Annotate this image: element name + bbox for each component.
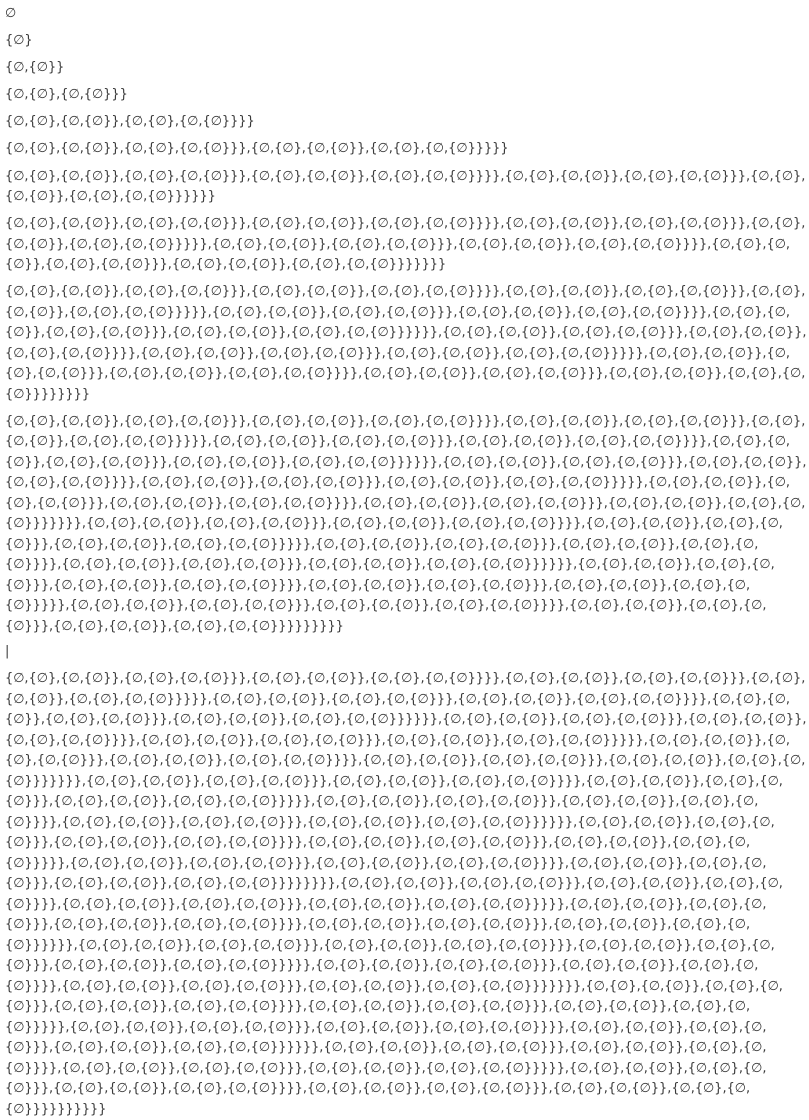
- set-line-3: {∅,{∅},{∅,{∅}}}: [5, 87, 128, 103]
- set-line-9: {∅,{∅},{∅,{∅}},{∅,{∅},{∅,{∅}}},{∅,{∅},{∅,{∅}},{∅,{∅},{∅,{∅}}}},{∅,{∅},{∅,{∅}},{∅,{∅},{∅,{∅}}},{∅,{∅},{∅,{∅}},{∅,{∅},{∅,{∅}}}}},{∅,{∅},{∅,{∅}},{∅,{∅},{∅,{∅}}},{∅,{∅},{∅,{∅}},{∅,{∅},{∅,{∅}}}},{∅,{∅},{∅,{∅}},{∅,{∅},{∅,{∅}}},{∅,{∅},{∅,{∅}},{∅,{∅},{∅,{∅}}}}}},{∅,{∅},{∅,{∅}},{∅,{∅},{∅,{∅}}},{∅,{∅},{∅,{∅}},{∅,{∅},{∅,{∅}}}},{∅,{∅},{∅,{∅}},{∅,{∅},{∅,{∅}}},{∅,{∅},{∅,{∅}},{∅,{∅},{∅,{∅}}}}},{∅,{∅},{∅,{∅}},{∅,{∅},{∅,{∅}}},{∅,{∅},{∅,{∅}},{∅,{∅},{∅,{∅}}}},{∅,{∅},{∅,{∅}},{∅,{∅},{∅,{∅}}},{∅,{∅},{∅,{∅}},{∅,{∅},{∅,{∅}}}}}}},{∅,{∅},{∅,{∅}},{∅,{∅},{∅,{∅}}},{∅,{∅},{∅,{∅}},{∅,{∅},{∅,{∅}}}},{∅,{∅},{∅,{∅}},{∅,{∅},{∅,{∅}}},{∅,{∅},{∅,{∅}},{∅,{∅},{∅,{∅}}}}},{∅,{∅},{∅,{∅}},{∅,{∅},{∅,{∅}}},{∅,{∅},{∅,{∅}},{∅,{∅},{∅,{∅}}}},{∅,{∅},{∅,{∅}},{∅,{∅},{∅,{∅}}},{∅,{∅},{∅,{∅}},{∅,{∅},{∅,{∅}}}}}},{∅,{∅},{∅,{∅}},{∅,{∅},{∅,{∅}}},{∅,{∅},{∅,{∅}},{∅,{∅},{∅,{∅}}}},{∅,{∅},{∅,{∅}},{∅,{∅},{∅,{∅}}},{∅,{∅},{∅,{∅}},{∅,{∅},{∅,{∅}}}}},{∅,{∅},{∅,{∅}},{∅,{∅},{∅,{∅}}},{∅,{∅},{∅,{∅}},{∅,{∅},{∅,{∅}}}},{∅,{∅},{∅,{∅}},{∅,{∅},{∅,{∅}}},{∅,{∅},{∅,{∅}},{∅,{∅},{∅,{∅}}}}}}}}}: [5, 413, 807, 634]
- set-line-4: {∅,{∅},{∅,{∅}},{∅,{∅},{∅,{∅}}}}: [5, 114, 255, 130]
- set-line-6: {∅,{∅},{∅,{∅}},{∅,{∅},{∅,{∅}}},{∅,{∅},{∅,{∅}},{∅,{∅},{∅,{∅}}}},{∅,{∅},{∅,{∅}},{∅,{∅},{∅,{∅}}},{∅,{∅},{∅,{∅}},{∅,{∅},{∅,{∅}}}}}}: [5, 168, 806, 205]
- set-line-7: {∅,{∅},{∅,{∅}},{∅,{∅},{∅,{∅}}},{∅,{∅},{∅,{∅}},{∅,{∅},{∅,{∅}}}},{∅,{∅},{∅,{∅}},{∅,{∅},{∅,{∅}}},{∅,{∅},{∅,{∅}},{∅,{∅},{∅,{∅}}}}},{∅,{∅},{∅,{∅}},{∅,{∅},{∅,{∅}}},{∅,{∅},{∅,{∅}},{∅,{∅},{∅,{∅}}}},{∅,{∅},{∅,{∅}},{∅,{∅},{∅,{∅}}},{∅,{∅},{∅,{∅}},{∅,{∅},{∅,{∅}}}}}}}: [5, 216, 806, 273]
- set-line-5: {∅,{∅},{∅,{∅}},{∅,{∅},{∅,{∅}}},{∅,{∅},{∅,{∅}},{∅,{∅},{∅,{∅}}}}}: [5, 141, 509, 157]
- set-line-1: {∅}: [5, 33, 33, 49]
- set-line-0: ∅: [5, 6, 17, 21]
- set-line-8: {∅,{∅},{∅,{∅}},{∅,{∅},{∅,{∅}}},{∅,{∅},{∅,{∅}},{∅,{∅},{∅,{∅}}}},{∅,{∅},{∅,{∅}},{∅,{∅},{∅,{∅}}},{∅,{∅},{∅,{∅}},{∅,{∅},{∅,{∅}}}}},{∅,{∅},{∅,{∅}},{∅,{∅},{∅,{∅}}},{∅,{∅},{∅,{∅}},{∅,{∅},{∅,{∅}}}},{∅,{∅},{∅,{∅}},{∅,{∅},{∅,{∅}}},{∅,{∅},{∅,{∅}},{∅,{∅},{∅,{∅}}}}}},{∅,{∅},{∅,{∅}},{∅,{∅},{∅,{∅}}},{∅,{∅},{∅,{∅}},{∅,{∅},{∅,{∅}}}},{∅,{∅},{∅,{∅}},{∅,{∅},{∅,{∅}}},{∅,{∅},{∅,{∅}},{∅,{∅},{∅,{∅}}}}},{∅,{∅},{∅,{∅}},{∅,{∅},{∅,{∅}}},{∅,{∅},{∅,{∅}},{∅,{∅},{∅,{∅}}}},{∅,{∅},{∅,{∅}},{∅,{∅},{∅,{∅}}},{∅,{∅},{∅,{∅}},{∅,{∅},{∅,{∅}}}}}}}}: [5, 284, 807, 402]
- set-line-2: {∅,{∅}}: [5, 60, 65, 76]
- text-cursor-mark: |: [5, 643, 10, 659]
- set-line-10: {∅,{∅},{∅,{∅}},{∅,{∅},{∅,{∅}}},{∅,{∅},{∅,{∅}},{∅,{∅},{∅,{∅}}}},{∅,{∅},{∅,{∅}},{∅,{∅},{∅,{∅}}},{∅,{∅},{∅,{∅}},{∅,{∅},{∅,{∅}}}}},{∅,{∅},{∅,{∅}},{∅,{∅},{∅,{∅}}},{∅,{∅},{∅,{∅}},{∅,{∅},{∅,{∅}}}},{∅,{∅},{∅,{∅}},{∅,{∅},{∅,{∅}}},{∅,{∅},{∅,{∅}},{∅,{∅},{∅,{∅}}}}}},{∅,{∅},{∅,{∅}},{∅,{∅},{∅,{∅}}},{∅,{∅},{∅,{∅}},{∅,{∅},{∅,{∅}}}},{∅,{∅},{∅,{∅}},{∅,{∅},{∅,{∅}}},{∅,{∅},{∅,{∅}},{∅,{∅},{∅,{∅}}}}},{∅,{∅},{∅,{∅}},{∅,{∅},{∅,{∅}}},{∅,{∅},{∅,{∅}},{∅,{∅},{∅,{∅}}}},{∅,{∅},{∅,{∅}},{∅,{∅},{∅,{∅}}},{∅,{∅},{∅,{∅}},{∅,{∅},{∅,{∅}}}}}}},{∅,{∅},{∅,{∅}},{∅,{∅},{∅,{∅}}},{∅,{∅},{∅,{∅}},{∅,{∅},{∅,{∅}}}},{∅,{∅},{∅,{∅}},{∅,{∅},{∅,{∅}}},{∅,{∅},{∅,{∅}},{∅,{∅},{∅,{∅}}}}},{∅,{∅},{∅,{∅}},{∅,{∅},{∅,{∅}}},{∅,{∅},{∅,{∅}},{∅,{∅},{∅,{∅}}}},{∅,{∅},{∅,{∅}},{∅,{∅},{∅,{∅}}},{∅,{∅},{∅,{∅}},{∅,{∅},{∅,{∅}}}}}},{∅,{∅},{∅,{∅}},{∅,{∅},{∅,{∅}}},{∅,{∅},{∅,{∅}},{∅,{∅},{∅,{∅}}}},{∅,{∅},{∅,{∅}},{∅,{∅},{∅,{∅}}},{∅,{∅},{∅,{∅}},{∅,{∅},{∅,{∅}}}}},{∅,{∅},{∅,{∅}},{∅,{∅},{∅,{∅}}},{∅,{∅},{∅,{∅}},{∅,{∅},{∅,{∅}}}},{∅,{∅},{∅,{∅}},{∅,{∅},{∅,{∅}}},{∅,{∅},{∅,{∅}},{∅,{∅},{∅,{∅}}}}}}}},{∅,{∅},{∅,{∅}},{∅,{∅},{∅,{∅}}},{∅,{∅},{∅,{∅}},{∅,{∅},{∅,{∅}}}},{∅,{∅},{∅,{∅}},{∅,{∅},{∅,{∅}}},{∅,{∅},{∅,{∅}},{∅,{∅},{∅,{∅}}}}},{∅,{∅},{∅,{∅}},{∅,{∅},{∅,{∅}}},{∅,{∅},{∅,{∅}},{∅,{∅},{∅,{∅}}}},{∅,{∅},{∅,{∅}},{∅,{∅},{∅,{∅}}},{∅,{∅},{∅,{∅}},{∅,{∅},{∅,{∅}}}}}},{∅,{∅},{∅,{∅}},{∅,{∅},{∅,{∅}}},{∅,{∅},{∅,{∅}},{∅,{∅},{∅,{∅}}}},{∅,{∅},{∅,{∅}},{∅,{∅},{∅,{∅}}},{∅,{∅},{∅,{∅}},{∅,{∅},{∅,{∅}}}}},{∅,{∅},{∅,{∅}},{∅,{∅},{∅,{∅}}},{∅,{∅},{∅,{∅}},{∅,{∅},{∅,{∅}}}},{∅,{∅},{∅,{∅}},{∅,{∅},{∅,{∅}}},{∅,{∅},{∅,{∅}},{∅,{∅},{∅,{∅}}}}}}},{∅,{∅},{∅,{∅}},{∅,{∅},{∅,{∅}}},{∅,{∅},{∅,{∅}},{∅,{∅},{∅,{∅}}}},{∅,{∅},{∅,{∅}},{∅,{∅},{∅,{∅}}},{∅,{∅},{∅,{∅}},{∅,{∅},{∅,{∅}}}}},{∅,{∅},{∅,{∅}},{∅,{∅},{∅,{∅}}},{∅,{∅},{∅,{∅}},{∅,{∅},{∅,{∅}}}},{∅,{∅},{∅,{∅}},{∅,{∅},{∅,{∅}}},{∅,{∅},{∅,{∅}},{∅,{∅},{∅,{∅}}}}}},{∅,{∅},{∅,{∅}},{∅,{∅},{∅,{∅}}},{∅,{∅},{∅,{∅}},{∅,{∅},{∅,{∅}}}},{∅,{∅},{∅,{∅}},{∅,{∅},{∅,{∅}}},{∅,{∅},{∅,{∅}},{∅,{∅},{∅,{∅}}}}},{∅,{∅},{∅,{∅}},{∅,{∅},{∅,{∅}}},{∅,{∅},{∅,{∅}},{∅,{∅},{∅,{∅}}}},{∅,{∅},{∅,{∅}},{∅,{∅},{∅,{∅}}},{∅,{∅},{∅,{∅}},{∅,{∅},{∅,{∅}}}}}}}}}}: [5, 671, 807, 1117]
